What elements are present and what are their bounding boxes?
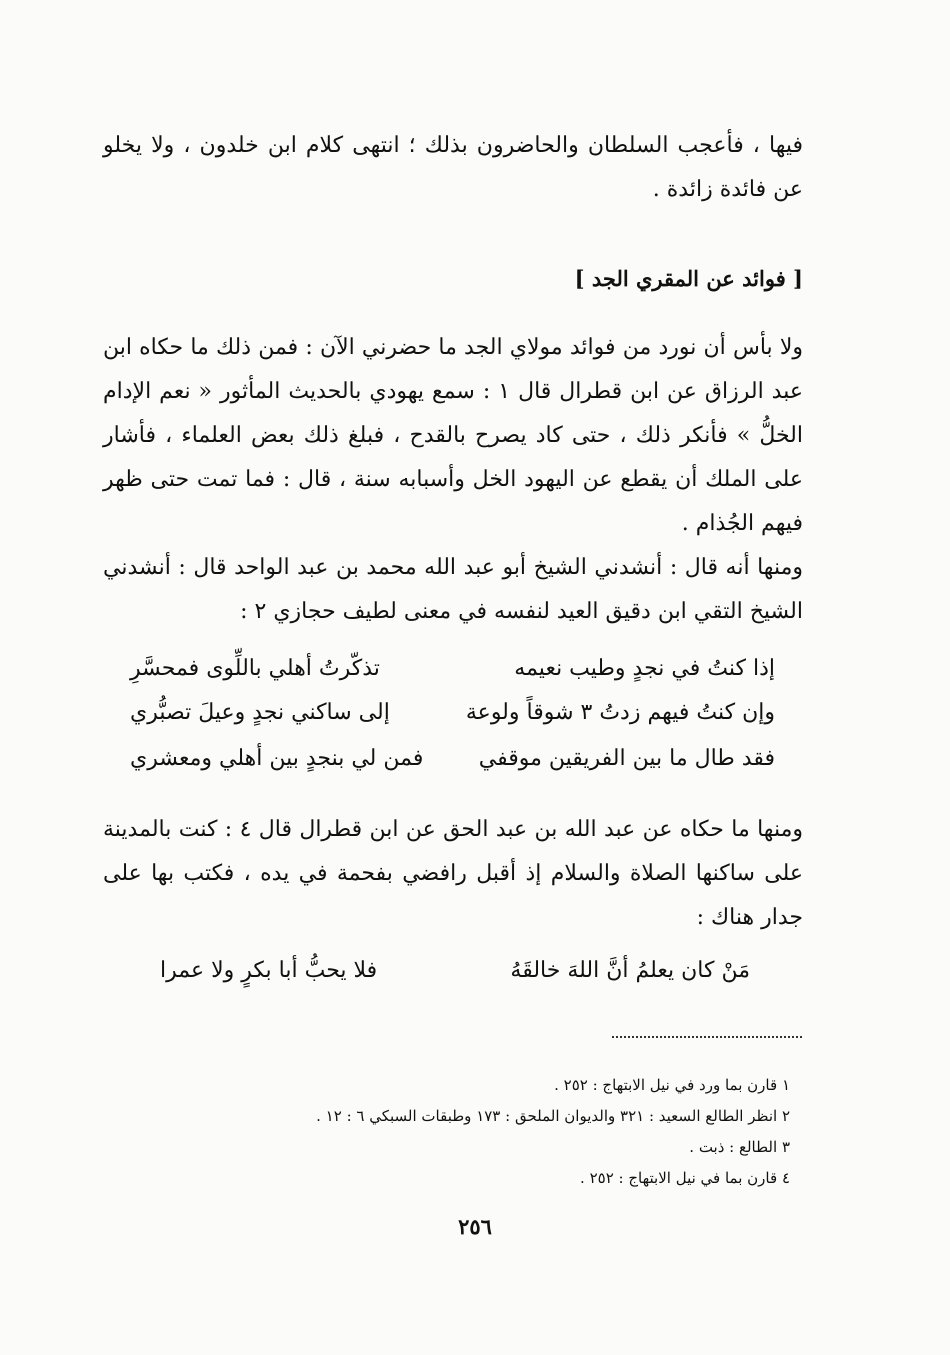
footnote-2: ٢ انظر الطالع السعيد : ٣٢١ والديوان الملحق : ١٧٣ وطبقات السبكي ٦ : ١٢ .	[316, 1107, 790, 1125]
verse-first-hemistich: إذا كنتُ في نجدٍ وطيب نعيمه	[514, 656, 775, 681]
footnote-1: ١ قارن بما ورد في نيل الابتهاج : ٢٥٢ .	[554, 1076, 790, 1094]
footnote-3: ٣ الطالع : ذبت .	[689, 1138, 790, 1156]
paragraph-1: ولا بأس أن نورد من فوائد مولاي الجد ما حضرني الآن : فمن ذلك ما حكاه ابن عبد الرزاق عن ابن قطرال قال ١ : سمع يهودي بالحديث المأثور « نعم الإدام الخلُّ » فأنكر ذلك ، حتى كاد يصرح بالقدح ، فبلغ ذلك بعض العلماء ، فأشار على الملك أن يقطع عن اليهود الخل وأسبابه سنة ، قال : فما تمت حتى ظهر فيهم الجُذام .	[103, 335, 803, 536]
paragraph-3: ومنها ما حكاه عن عبد الله بن عبد الحق عن ابن قطرال قال ٤ : كنت بالمدينة على ساكنها الصلاة والسلام إذ أقبل رافضي بفحمة في يده ، فكتب بها على جدار هناك :	[103, 817, 803, 930]
page-number: ٢٥٦	[458, 1214, 492, 1239]
section-heading: [ فوائد عن المقري الجد ]	[574, 266, 803, 291]
poem-verse	[130, 746, 775, 790]
verse-first-hemistich: مَنْ كان يعلمُ أنَّ اللهَ خالقَهُ	[510, 958, 750, 983]
poem-verse	[160, 958, 750, 1002]
poem-verse	[130, 656, 775, 700]
verse-second-hemistich: تذكّرتُ أهلي باللِّوى فمحسَّرِ	[130, 656, 380, 681]
footnotes	[180, 1070, 790, 1194]
intro-text-block	[103, 124, 803, 212]
poem-verse	[130, 700, 775, 744]
body-text-block	[103, 326, 803, 634]
footnote-4: ٤ قارن بما في نيل الابتهاج : ٢٥٢ .	[580, 1169, 790, 1187]
body-text-block-2	[103, 808, 803, 940]
intro-paragraph: فيها ، فأعجب السلطان والحاضرون بذلك ؛ انتهى كلام ابن خلدون ، ولا يخلو عن فائدة زائدة .	[103, 133, 803, 202]
footnote-divider	[612, 1036, 802, 1038]
verse-first-hemistich: فقد طال ما بين الفريقين موقفي	[478, 746, 775, 771]
verse-second-hemistich: فلا يحبُّ أبا بكرٍ ولا عمرا	[160, 958, 378, 983]
verse-first-hemistich: وإن كنتُ فيهم زدتُ ٣ شوقاً ولوعة	[465, 700, 775, 725]
verse-second-hemistich: إلى ساكني نجدٍ وعيلَ تصبُّري	[130, 700, 390, 725]
verse-second-hemistich: فمن لي بنجدٍ بين أهلي ومعشري	[130, 746, 424, 771]
paragraph-2: ومنها أنه قال : أنشدني الشيخ أبو عبد الله محمد بن عبد الواحد قال : أنشدني الشيخ التقي ابن دقيق العيد لنفسه في معنى لطيف حجازي ٢ :	[103, 555, 803, 624]
